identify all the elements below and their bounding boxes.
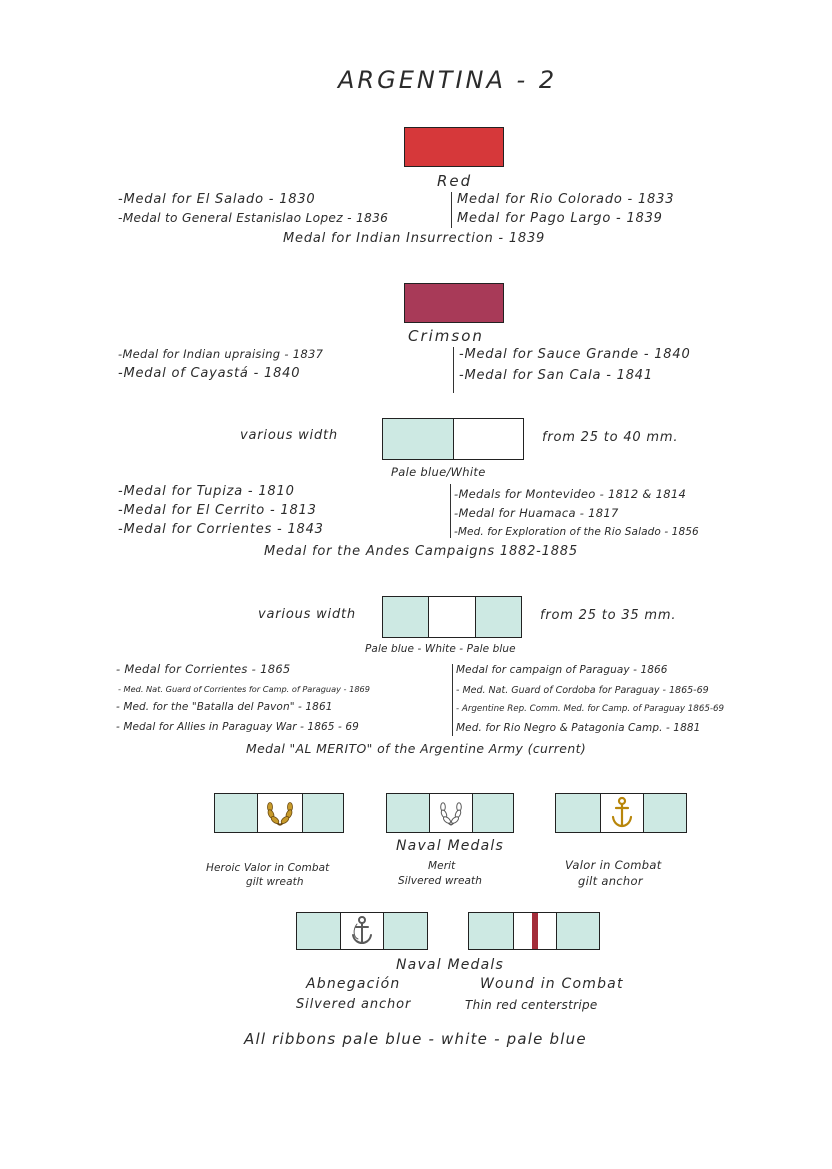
naval-medals-heading: Naval Medals [396,957,504,973]
naval-caption-line1: Heroic Valor in Combat [206,862,330,874]
pale-blue-stripe [383,419,453,459]
page-title: ARGENTINA - 2 [338,66,558,94]
paleblue-white-caption: Pale blue/White [391,465,486,479]
white-stripe [429,794,472,832]
crimson-caption: Crimson [408,327,484,345]
pbwpb-left-item: - Med. for the "Batalla del Pavon" - 1861 [116,701,333,713]
white-stripe [513,913,532,949]
abnegacion-ribbon [296,912,428,950]
crimson-right-item: -Medal for Sauce Grande - 1840 [459,347,691,362]
pale-blue-stripe [215,794,257,832]
naval-caption-line2: Silvered anchor [296,997,412,1012]
crimson-left-item: -Medal for Indian upraising - 1837 [118,347,324,361]
pale-blue-stripe [302,794,343,832]
naval-caption-line2: gilt anchor [578,874,643,888]
white-stripe [453,419,523,459]
white-stripe [428,597,475,637]
gilt-wreath-icon [263,797,297,829]
naval-caption-line1: Merit [428,860,456,872]
pale-blue-stripe [383,913,427,949]
naval-caption-line1: Valor in Combat [565,858,662,872]
pbwpb-right-item: - Argentine Rep. Comm. Med. for Camp. of Paraguay 1865-69 [456,704,725,714]
silvered-wreath-icon [436,797,466,829]
red-ribbon [404,127,504,167]
pbwpb-right-item: - Med. Nat. Guard of Cordoba for Paraguay - 1865-69 [456,685,709,696]
naval-medals-heading: Naval Medals [396,838,504,854]
red-bottom-item: Medal for Indian Insurrection - 1839 [283,231,546,246]
pbwpb-left-item: - Medal for Corrientes - 1865 [116,662,291,676]
pbwpb-right-item: Medal for campaign of Paraguay - 1866 [456,664,668,676]
pbw-bottom-item: Medal for the Andes Campaigns 1882-1885 [264,544,578,559]
pale-blue-stripe [387,794,429,832]
crimson-left-item: -Medal of Cayastá - 1840 [118,366,301,381]
white-stripe [257,794,302,832]
red-caption: Red [437,172,473,190]
paleblue-white-ribbon [382,418,524,460]
pbw-divider [450,484,451,538]
red-left-item: -Medal for El Salado - 1830 [118,192,316,207]
width-note: various width [240,428,338,443]
pale-blue-stripe [475,597,521,637]
red-right-item: Medal for Rio Colorado - 1833 [457,192,675,207]
crimson-right-item: -Medal for San Cala - 1841 [459,368,653,383]
naval-caption-line2: gilt wreath [246,876,304,888]
pbwpb-divider [452,664,453,736]
heroic-valor-ribbon [214,793,344,833]
pbw-right-item: -Medal for Huamaca - 1817 [454,506,619,520]
red-divider [451,192,452,228]
range-note: from 25 to 35 mm. [540,608,677,623]
white-stripe [340,913,383,949]
naval-caption-line2: Silvered wreath [398,875,483,887]
pale-blue-stripe [297,913,340,949]
pale-blue-stripe [643,794,686,832]
white-stripe [538,913,556,949]
naval-caption-line1: Abnegación [306,976,401,992]
crimson-divider [453,347,454,393]
pale-blue-stripe [556,794,600,832]
pbw-left-item: -Medal for El Cerrito - 1813 [118,503,317,518]
pale-blue-stripe [469,913,513,949]
valor-in-combat-ribbon [555,793,687,833]
gilt-anchor-icon [609,796,635,830]
pbwpb-caption: Pale blue - White - Pale blue [365,643,516,655]
red-left-item: -Medal to General Estanislao Lopez - 1836 [118,211,389,225]
pbw-right-item: -Medals for Montevideo - 1812 & 1814 [454,487,687,501]
paleblue-white-paleblue-ribbon [382,596,522,638]
naval-caption-line2: Thin red centerstripe [465,998,598,1012]
pbwpb-bottom-item: Medal "AL MERITO" of the Argentine Army (current) [246,741,587,756]
pale-blue-stripe [383,597,428,637]
pale-blue-stripe [556,913,599,949]
pale-blue-stripe [472,794,513,832]
pbw-right-item: -Med. for Exploration of the Rio Salado - 1856 [454,526,699,538]
wound-in-combat-ribbon [468,912,600,950]
pbwpb-left-item: - Med. Nat. Guard of Corrientes for Camp. of Paraguay - 1869 [118,684,370,694]
red-right-item: Medal for Pago Largo - 1839 [457,211,663,226]
pbw-left-item: -Medal for Corrientes - 1843 [118,522,324,537]
white-stripe [600,794,643,832]
pbwpb-left-item: - Medal for Allies in Paraguay War - 1865 - 69 [116,721,359,733]
naval-caption-line1: Wound in Combat [480,976,624,992]
pbwpb-right-item: Med. for Rio Negro & Patagonia Camp. - 1881 [456,722,701,734]
crimson-ribbon [404,283,504,323]
footer-note: All ribbons pale blue - white - pale blue [244,1030,587,1048]
range-note: from 25 to 40 mm. [542,430,679,445]
silvered-anchor-icon [349,915,375,947]
width-note: various width [258,607,356,622]
merit-ribbon [386,793,514,833]
pbw-left-item: -Medal for Tupiza - 1810 [118,484,295,499]
